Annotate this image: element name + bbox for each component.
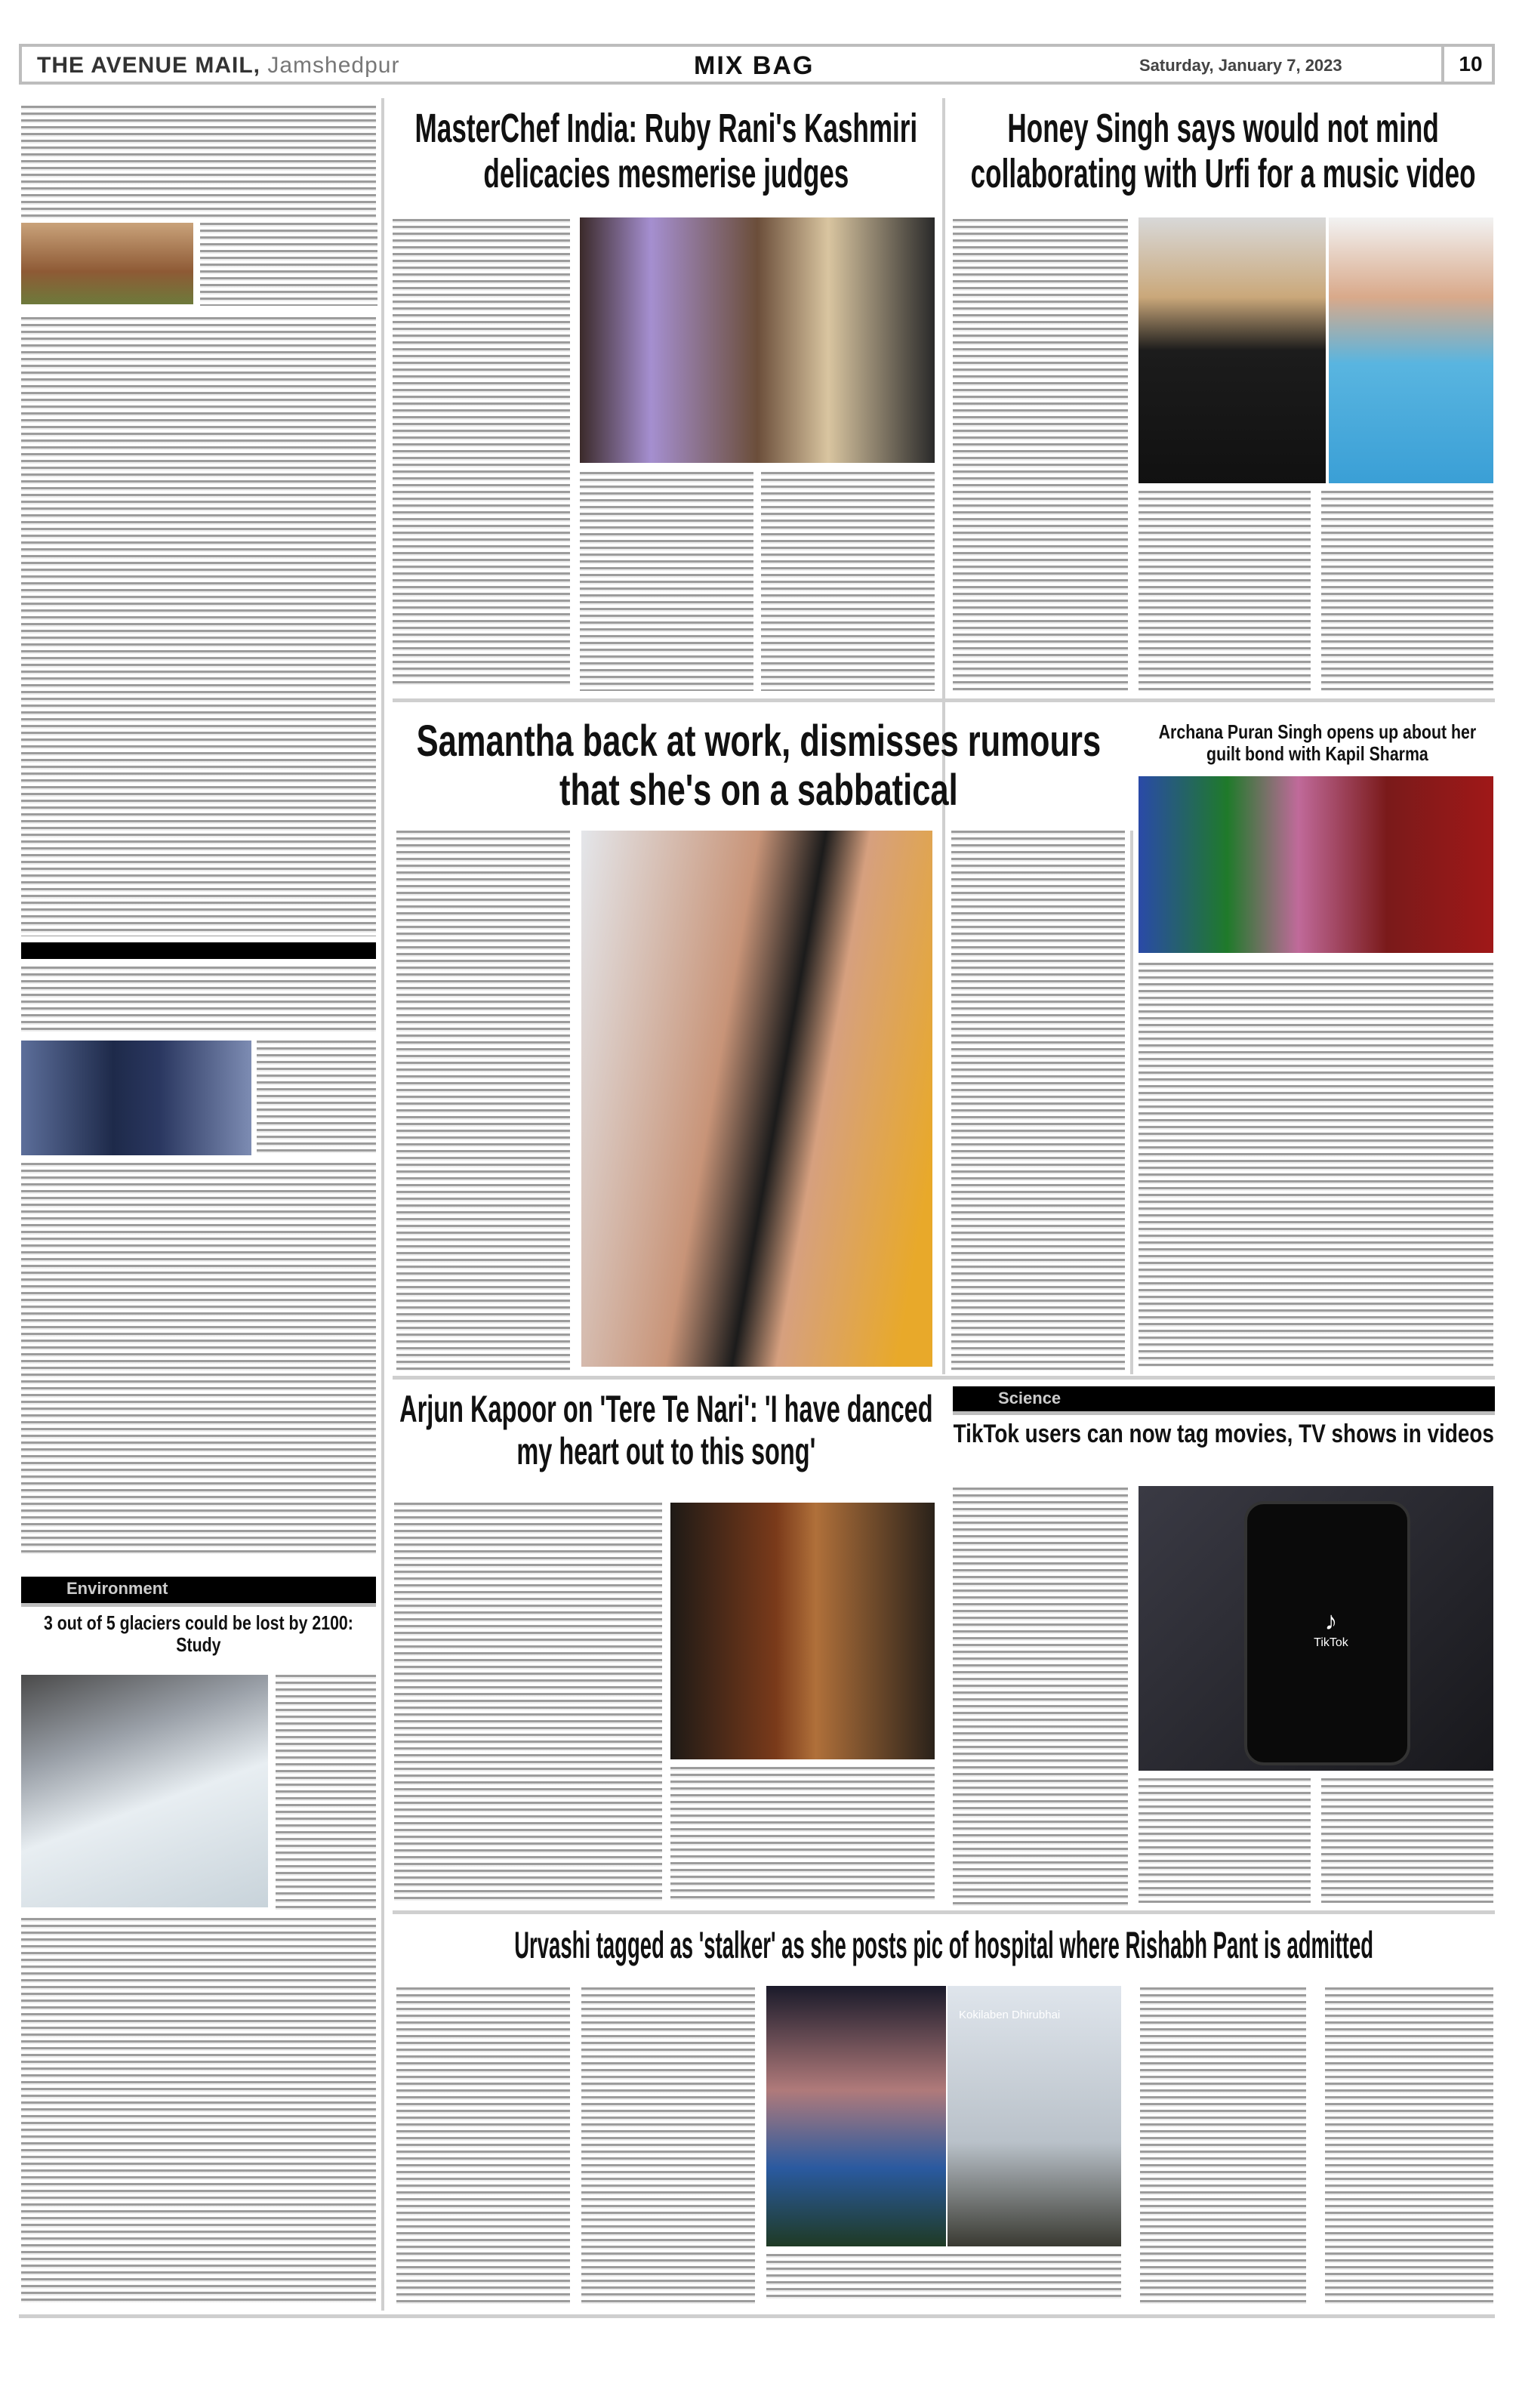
article-text bbox=[1139, 491, 1311, 691]
article-text bbox=[393, 219, 570, 687]
article-text bbox=[761, 472, 935, 691]
hospital-sign: Kokilaben Dhirubhai bbox=[959, 2009, 1061, 2021]
hospital-photo bbox=[948, 1986, 1121, 2246]
glacier-photo bbox=[21, 1675, 268, 1907]
paper-name bbox=[37, 53, 399, 79]
article-text bbox=[1139, 963, 1493, 1367]
city: Jamshedpur bbox=[267, 53, 400, 78]
article-text bbox=[396, 1987, 570, 2305]
section-divider bbox=[393, 1376, 1495, 1380]
article-text bbox=[394, 1503, 662, 1903]
headline-glaciers[interactable]: 3 out of 5 glaciers could be lost by 2100: Study bbox=[43, 1611, 353, 1657]
tiktok-photo bbox=[1139, 1486, 1493, 1771]
paper-name-text: THE AVENUE MAIL, bbox=[37, 53, 261, 78]
masterchef-photo bbox=[580, 217, 935, 463]
archana-photo bbox=[1139, 776, 1493, 953]
tiktok-label: TikTok bbox=[1314, 1636, 1348, 1649]
article-text bbox=[953, 1488, 1128, 1907]
article-text bbox=[396, 831, 570, 1370]
article-text bbox=[276, 1675, 376, 1910]
headline-samantha[interactable]: Samantha back at work, dismisses rumours that she's on a sabbatical bbox=[416, 717, 1102, 815]
article-text bbox=[200, 223, 377, 306]
article-text bbox=[953, 219, 1128, 691]
team-photo bbox=[21, 1041, 251, 1155]
column-divider bbox=[1130, 831, 1133, 1374]
page-number: 10 bbox=[1441, 47, 1497, 82]
section-label-science: Science bbox=[953, 1386, 1495, 1415]
urfi-photo bbox=[1329, 217, 1493, 483]
article-text bbox=[1321, 1778, 1493, 1903]
article-text bbox=[21, 317, 376, 936]
headline-archana[interactable]: Archana Puran Singh opens up about her guilt bond with Kapil Sharma bbox=[1158, 720, 1477, 766]
honey-singh-photo bbox=[1139, 217, 1326, 483]
article-text bbox=[21, 106, 376, 219]
headline-urvashi[interactable]: Urvashi tagged as 'stalker' as she posts pic of hospital where Rishabh Pant is admitted bbox=[514, 1924, 1374, 1966]
section-title: MIX BAG bbox=[694, 51, 815, 80]
article-text bbox=[581, 1987, 755, 2305]
headline-tiktok[interactable]: TikTok users can now tag movies, TV shows in videos bbox=[953, 1420, 1494, 1448]
section-label-environment: Environment bbox=[21, 1577, 376, 1607]
article-text bbox=[257, 1041, 376, 1155]
photo-caption-bar bbox=[21, 942, 376, 959]
article-text bbox=[1139, 1778, 1311, 1903]
article-text bbox=[21, 967, 376, 1034]
article-text bbox=[21, 1918, 376, 2303]
tiktok-logo bbox=[1301, 1607, 1361, 1650]
issue-date: Saturday, January 7, 2023 bbox=[1139, 56, 1342, 75]
article-text bbox=[1321, 491, 1493, 691]
article-photo bbox=[21, 223, 193, 304]
page-bottom-rule bbox=[19, 2314, 1495, 2318]
column-divider bbox=[381, 98, 384, 2311]
section-divider bbox=[393, 1910, 1495, 1914]
urvashi-photo bbox=[766, 1986, 946, 2246]
article-text bbox=[21, 1163, 376, 1555]
tiktok-note-icon: ♪ bbox=[1324, 1607, 1338, 1636]
section-divider bbox=[393, 698, 1495, 702]
arjun-song-photo bbox=[670, 1503, 935, 1759]
article-text bbox=[580, 472, 753, 691]
article-text bbox=[1325, 1987, 1493, 2305]
headline-honey-singh[interactable]: Honey Singh says would not mind collaborating with Urfi for a music video bbox=[970, 106, 1476, 197]
headline-masterchef[interactable]: MasterChef India: Ruby Rani's Kashmiri delicacies mesmerise judges bbox=[414, 106, 918, 197]
article-text bbox=[670, 1767, 935, 1903]
headline-arjun[interactable]: Arjun Kapoor on 'Tere Te Nari': 'I have danced my heart out to this song' bbox=[399, 1388, 933, 1472]
masthead bbox=[19, 44, 1495, 85]
article-text bbox=[766, 2254, 1121, 2299]
samantha-photo bbox=[581, 831, 932, 1367]
article-text bbox=[951, 831, 1125, 1370]
article-text bbox=[1140, 1987, 1306, 2305]
